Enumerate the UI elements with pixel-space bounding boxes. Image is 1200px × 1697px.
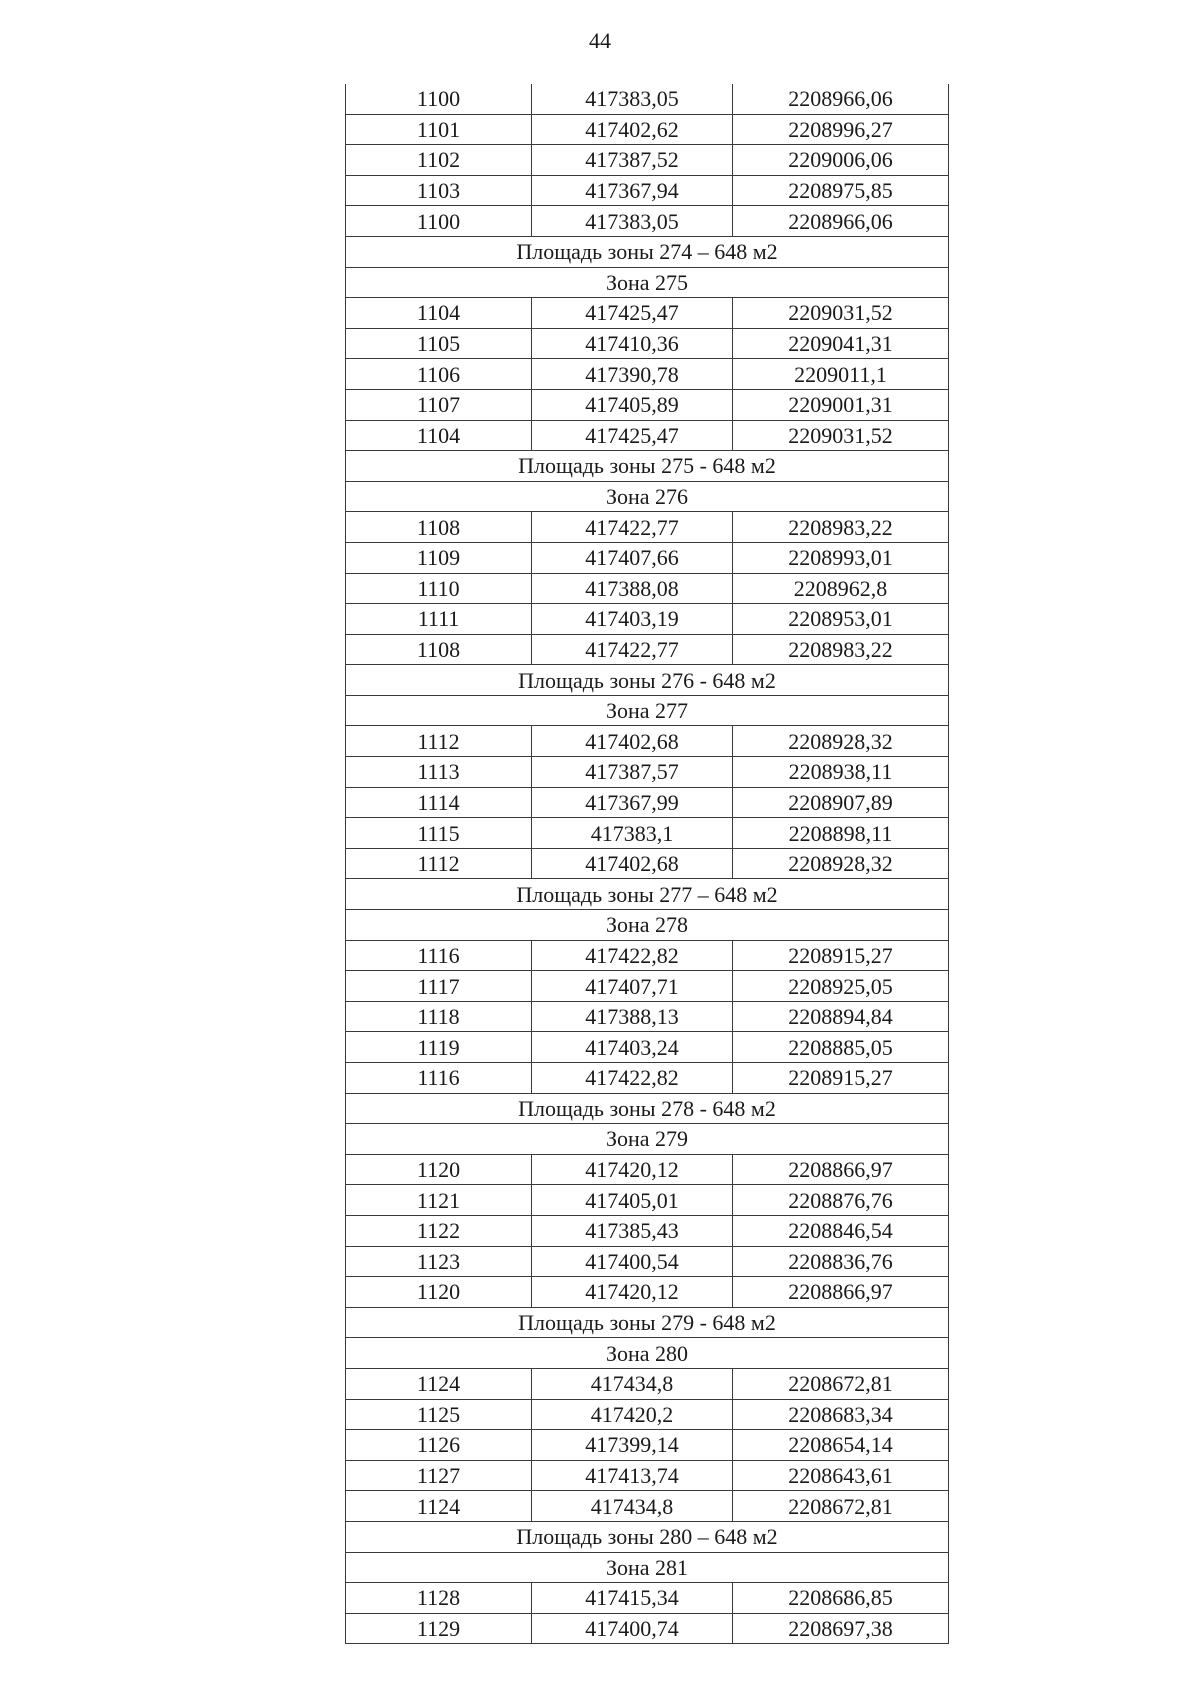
point-number-cell: 1117 [346, 971, 532, 1002]
x-coordinate-cell: 417407,66 [532, 542, 733, 573]
point-row [346, 389, 949, 420]
point-row [346, 1460, 949, 1491]
point-row [346, 818, 949, 849]
point-number-cell: 1107 [346, 389, 532, 420]
zone-header-row [346, 267, 949, 298]
point-row [346, 971, 949, 1002]
zone-area-row [346, 1307, 949, 1338]
point-number-cell: 1118 [346, 1001, 532, 1032]
zone-area-row [346, 665, 949, 696]
x-coordinate-cell: 417410,36 [532, 328, 733, 359]
y-coordinate-cell: 2208928,32 [733, 726, 949, 757]
y-coordinate-cell: 2208996,27 [733, 114, 949, 145]
y-coordinate-cell: 2208898,11 [733, 818, 949, 849]
point-row [346, 604, 949, 635]
zone-header-row [346, 910, 949, 941]
point-row [346, 512, 949, 543]
point-number-cell: 1116 [346, 1063, 532, 1094]
point-number-cell: 1103 [346, 175, 532, 206]
point-number-cell: 1101 [346, 114, 532, 145]
point-number-cell: 1104 [346, 420, 532, 451]
point-number-cell: 1105 [346, 328, 532, 359]
point-number-cell: 1110 [346, 573, 532, 604]
zone-area-row [346, 451, 949, 482]
y-coordinate-cell: 2208683,34 [733, 1399, 949, 1430]
zone-title-cell: Зона 280 [346, 1338, 949, 1369]
zone-header-row [346, 481, 949, 512]
x-coordinate-cell: 417387,52 [532, 145, 733, 176]
y-coordinate-cell: 2208654,14 [733, 1430, 949, 1461]
zone-header-row [346, 1124, 949, 1155]
point-row [346, 1613, 949, 1644]
point-number-cell: 1125 [346, 1399, 532, 1430]
zone-area-cell: Площадь зоны 280 – 648 м2 [346, 1521, 949, 1552]
x-coordinate-cell: 417388,08 [532, 573, 733, 604]
y-coordinate-cell: 2208915,27 [733, 1063, 949, 1094]
zone-area-row [346, 879, 949, 910]
zone-title-cell: Зона 275 [346, 267, 949, 298]
point-number-cell: 1116 [346, 940, 532, 971]
point-row [346, 1063, 949, 1094]
point-number-cell: 1114 [346, 787, 532, 818]
x-coordinate-cell: 417422,77 [532, 634, 733, 665]
point-number-cell: 1115 [346, 818, 532, 849]
point-number-cell: 1123 [346, 1246, 532, 1277]
y-coordinate-cell: 2208966,06 [733, 206, 949, 237]
zone-title-cell: Зона 279 [346, 1124, 949, 1155]
point-number-cell: 1124 [346, 1491, 532, 1522]
y-coordinate-cell: 2208836,76 [733, 1246, 949, 1277]
point-row [346, 1215, 949, 1246]
point-number-cell: 1113 [346, 757, 532, 788]
x-coordinate-cell: 417425,47 [532, 298, 733, 329]
y-coordinate-cell: 2208915,27 [733, 940, 949, 971]
point-row [346, 1154, 949, 1185]
x-coordinate-cell: 417405,01 [532, 1185, 733, 1216]
x-coordinate-cell: 417434,8 [532, 1491, 733, 1522]
x-coordinate-cell: 417402,68 [532, 726, 733, 757]
point-row [346, 1491, 949, 1522]
x-coordinate-cell: 417422,77 [532, 512, 733, 543]
zone-header-row [346, 1552, 949, 1583]
x-coordinate-cell: 417420,12 [532, 1154, 733, 1185]
point-number-cell: 1124 [346, 1368, 532, 1399]
point-row [346, 175, 949, 206]
y-coordinate-cell: 2208928,32 [733, 848, 949, 879]
point-row [346, 359, 949, 390]
x-coordinate-cell: 417407,71 [532, 971, 733, 1002]
point-row [346, 1368, 949, 1399]
x-coordinate-cell: 417388,13 [532, 1001, 733, 1032]
zone-area-cell: Площадь зоны 279 - 648 м2 [346, 1307, 949, 1338]
x-coordinate-cell: 417422,82 [532, 940, 733, 971]
y-coordinate-cell: 2208983,22 [733, 634, 949, 665]
y-coordinate-cell: 2208894,84 [733, 1001, 949, 1032]
y-coordinate-cell: 2208866,97 [733, 1154, 949, 1185]
point-row [346, 1277, 949, 1308]
y-coordinate-cell: 2208672,81 [733, 1491, 949, 1522]
x-coordinate-cell: 417367,94 [532, 175, 733, 206]
x-coordinate-cell: 417403,19 [532, 604, 733, 635]
x-coordinate-cell: 417367,99 [532, 787, 733, 818]
zone-header-row [346, 695, 949, 726]
point-number-cell: 1100 [346, 206, 532, 237]
point-number-cell: 1126 [346, 1430, 532, 1461]
y-coordinate-cell: 2209006,06 [733, 145, 949, 176]
x-coordinate-cell: 417402,68 [532, 848, 733, 879]
zone-area-cell: Площадь зоны 276 - 648 м2 [346, 665, 949, 696]
y-coordinate-cell: 2208953,01 [733, 604, 949, 635]
y-coordinate-cell: 2208975,85 [733, 175, 949, 206]
x-coordinate-cell: 417399,14 [532, 1430, 733, 1461]
zone-title-cell: Зона 281 [346, 1552, 949, 1583]
x-coordinate-cell: 417434,8 [532, 1368, 733, 1399]
y-coordinate-cell: 2208866,97 [733, 1277, 949, 1308]
y-coordinate-cell: 2209031,52 [733, 420, 949, 451]
x-coordinate-cell: 417402,62 [532, 114, 733, 145]
zone-title-cell: Зона 277 [346, 695, 949, 726]
y-coordinate-cell: 2208983,22 [733, 512, 949, 543]
point-number-cell: 1112 [346, 726, 532, 757]
zone-area-cell: Площадь зоны 274 – 648 м2 [346, 236, 949, 267]
x-coordinate-cell: 417415,34 [532, 1583, 733, 1614]
zone-area-row [346, 1521, 949, 1552]
point-row [346, 1399, 949, 1430]
table-body [346, 84, 949, 1644]
point-row [346, 420, 949, 451]
point-row [346, 298, 949, 329]
point-number-cell: 1119 [346, 1032, 532, 1063]
x-coordinate-cell: 417422,82 [532, 1063, 733, 1094]
x-coordinate-cell: 417425,47 [532, 420, 733, 451]
x-coordinate-cell: 417383,05 [532, 84, 733, 114]
y-coordinate-cell: 2208672,81 [733, 1368, 949, 1399]
y-coordinate-cell: 2209001,31 [733, 389, 949, 420]
point-row [346, 328, 949, 359]
point-number-cell: 1128 [346, 1583, 532, 1614]
zone-area-row [346, 236, 949, 267]
point-number-cell: 1109 [346, 542, 532, 573]
y-coordinate-cell: 2208966,06 [733, 84, 949, 114]
point-row [346, 145, 949, 176]
x-coordinate-cell: 417403,24 [532, 1032, 733, 1063]
point-number-cell: 1102 [346, 145, 532, 176]
point-number-cell: 1122 [346, 1215, 532, 1246]
zone-area-cell: Площадь зоны 278 - 648 м2 [346, 1093, 949, 1124]
page-number: 44 [589, 28, 611, 53]
x-coordinate-cell: 417387,57 [532, 757, 733, 788]
y-coordinate-cell: 2208846,54 [733, 1215, 949, 1246]
point-row [346, 1001, 949, 1032]
point-row [346, 757, 949, 788]
point-number-cell: 1106 [346, 359, 532, 390]
x-coordinate-cell: 417383,1 [532, 818, 733, 849]
point-row [346, 1583, 949, 1614]
y-coordinate-cell: 2208697,38 [733, 1613, 949, 1644]
y-coordinate-cell: 2208885,05 [733, 1032, 949, 1063]
zone-title-cell: Зона 276 [346, 481, 949, 512]
y-coordinate-cell: 2209011,1 [733, 359, 949, 390]
point-row [346, 206, 949, 237]
point-number-cell: 1112 [346, 848, 532, 879]
x-coordinate-cell: 417400,74 [532, 1613, 733, 1644]
point-row [346, 84, 949, 114]
point-row [346, 1430, 949, 1461]
point-number-cell: 1111 [346, 604, 532, 635]
x-coordinate-cell: 417383,05 [532, 206, 733, 237]
y-coordinate-cell: 2209041,31 [733, 328, 949, 359]
x-coordinate-cell: 417413,74 [532, 1460, 733, 1491]
point-row [346, 787, 949, 818]
x-coordinate-cell: 417405,89 [532, 389, 733, 420]
point-row [346, 726, 949, 757]
point-number-cell: 1120 [346, 1277, 532, 1308]
y-coordinate-cell: 2208993,01 [733, 542, 949, 573]
point-row [346, 848, 949, 879]
x-coordinate-cell: 417400,54 [532, 1246, 733, 1277]
point-number-cell: 1100 [346, 84, 532, 114]
x-coordinate-cell: 417420,2 [532, 1399, 733, 1430]
y-coordinate-cell: 2208962,8 [733, 573, 949, 604]
point-number-cell: 1121 [346, 1185, 532, 1216]
point-number-cell: 1108 [346, 634, 532, 665]
zone-header-row [346, 1338, 949, 1369]
y-coordinate-cell: 2208925,05 [733, 971, 949, 1002]
zone-area-cell: Площадь зоны 277 – 648 м2 [346, 879, 949, 910]
zone-title-cell: Зона 278 [346, 910, 949, 941]
point-number-cell: 1108 [346, 512, 532, 543]
point-row [346, 114, 949, 145]
point-row [346, 1032, 949, 1063]
zone-area-cell: Площадь зоны 275 - 648 м2 [346, 451, 949, 482]
point-number-cell: 1127 [346, 1460, 532, 1491]
point-row [346, 1185, 949, 1216]
x-coordinate-cell: 417420,12 [532, 1277, 733, 1308]
point-row [346, 634, 949, 665]
point-row [346, 573, 949, 604]
y-coordinate-cell: 2208938,11 [733, 757, 949, 788]
point-number-cell: 1129 [346, 1613, 532, 1644]
y-coordinate-cell: 2208643,61 [733, 1460, 949, 1491]
zone-area-row [346, 1093, 949, 1124]
coordinates-table [345, 84, 949, 1644]
x-coordinate-cell: 417385,43 [532, 1215, 733, 1246]
y-coordinate-cell: 2208686,85 [733, 1583, 949, 1614]
point-row [346, 1246, 949, 1277]
y-coordinate-cell: 2208876,76 [733, 1185, 949, 1216]
point-row [346, 940, 949, 971]
y-coordinate-cell: 2209031,52 [733, 298, 949, 329]
point-row [346, 542, 949, 573]
point-number-cell: 1120 [346, 1154, 532, 1185]
x-coordinate-cell: 417390,78 [532, 359, 733, 390]
y-coordinate-cell: 2208907,89 [733, 787, 949, 818]
point-number-cell: 1104 [346, 298, 532, 329]
